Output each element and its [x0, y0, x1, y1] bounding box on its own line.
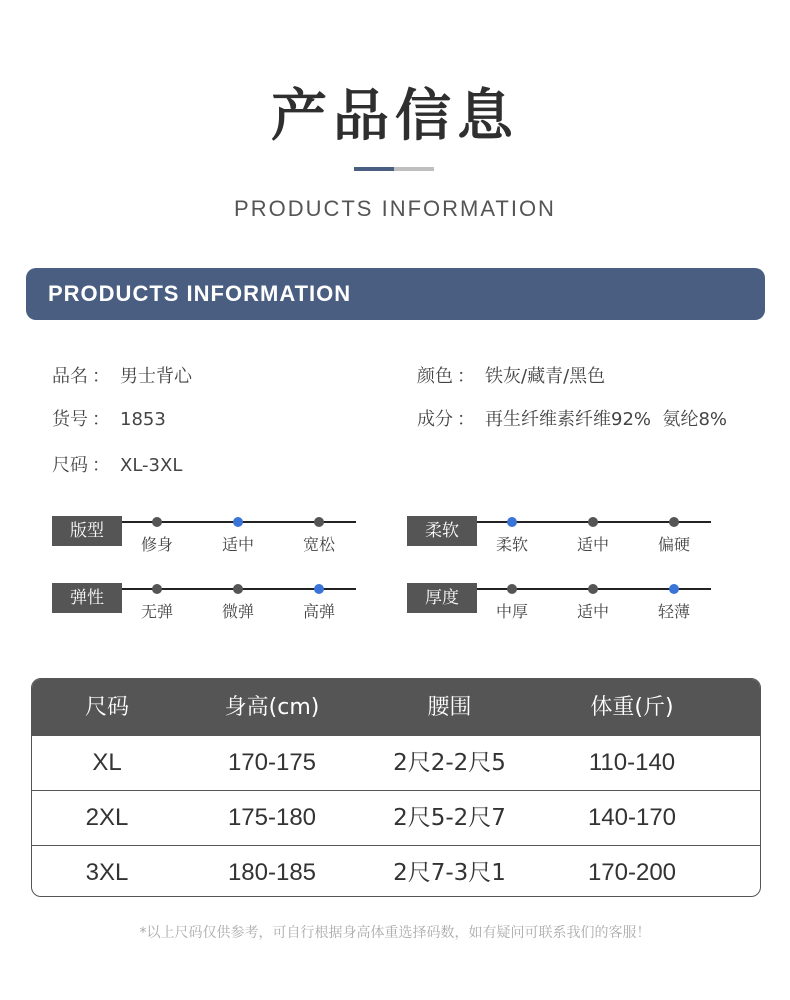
info-label: 成分 [417, 409, 453, 430]
rating-elasticity [52, 579, 362, 629]
rating-dot [588, 584, 598, 594]
info-item-name [52, 362, 192, 388]
info-item-sku [52, 405, 166, 431]
info-colon: ： [92, 409, 110, 430]
rating-dot [314, 517, 324, 527]
rating-dot [588, 517, 598, 527]
rating-dot-selected [233, 517, 243, 527]
rating-dot [507, 584, 517, 594]
rating-option: 中厚 [495, 602, 528, 621]
info-value: 铁灰/藏青/黑色 [485, 366, 606, 387]
table-cell: XL [92, 749, 122, 776]
info-value: 男士背心 [120, 366, 192, 387]
rating-dot [233, 584, 243, 594]
rating-dot-selected [314, 584, 324, 594]
info-value: 1853 [120, 409, 166, 430]
page-subtitle: PRODUCTS INFORMATION [234, 196, 556, 221]
table-cell: 170-200 [587, 859, 677, 886]
rating-option: 无弹 [140, 602, 173, 621]
info-item-color [417, 362, 605, 388]
table-cell: 170-175 [227, 749, 317, 776]
rating-option: 适中 [221, 535, 254, 554]
table-header-cell: 体重(斤) [590, 695, 674, 720]
table-cell: 110-140 [588, 749, 676, 776]
info-item-material [417, 405, 727, 431]
size-table [31, 678, 761, 897]
size-note: *以上尺码仅供参考，可自行根据身高体重选择码数，如有疑问可联系我们的客服！ [139, 925, 651, 941]
table-cell: 2XL [85, 804, 129, 831]
rating-label: 弹性 [52, 583, 122, 613]
title-underline-dark [354, 167, 394, 171]
table-header-cell: 腰围 [427, 695, 472, 720]
table-cell: 2尺7-3尺1 [393, 860, 506, 886]
rating-label: 版型 [52, 516, 122, 546]
rating-label: 柔软 [407, 516, 477, 546]
rating-option: 修身 [140, 535, 173, 554]
rating-dot [152, 517, 162, 527]
info-label: 颜色 [417, 366, 453, 387]
info-colon: ： [92, 455, 110, 476]
info-label: 品名 [52, 366, 88, 387]
title-underline-light [394, 167, 434, 171]
info-label: 货号 [52, 409, 88, 430]
info-colon: ： [457, 409, 475, 430]
rating-option: 适中 [576, 535, 609, 554]
rating-dot-selected [669, 584, 679, 594]
rating-thickness [407, 579, 717, 629]
rating-option: 宽松 [302, 535, 335, 554]
table-row [32, 846, 760, 897]
info-value: 再生纤维素纤维92% 氨纶8% [485, 409, 728, 430]
table-row [32, 791, 760, 846]
rating-option: 轻薄 [657, 602, 690, 621]
table-row [32, 736, 760, 791]
table-cell: 2尺5-2尺7 [393, 805, 506, 831]
table-header-cell: 身高(cm) [224, 695, 320, 720]
rating-dot-selected [507, 517, 517, 527]
rating-dot [152, 584, 162, 594]
rating-dot [669, 517, 679, 527]
table-cell: 2尺2-2尺5 [393, 750, 506, 776]
info-item-size [52, 451, 182, 477]
info-label: 尺码 [52, 455, 88, 476]
table-cell: 140-170 [587, 804, 677, 831]
rating-option: 微弹 [221, 602, 254, 621]
info-value: XL-3XL [120, 455, 183, 476]
table-header [32, 679, 760, 736]
table-cell: 180-185 [227, 859, 317, 886]
page-title: 产品信息 [271, 84, 519, 149]
rating-fit [52, 512, 362, 562]
rating-option: 柔软 [495, 535, 528, 554]
table-header-cell: 尺码 [84, 695, 129, 720]
table-cell: 175-180 [227, 804, 317, 831]
rating-option: 高弹 [302, 602, 335, 621]
rating-softness [407, 512, 717, 562]
rating-label: 厚度 [407, 583, 477, 613]
table-cell: 3XL [85, 859, 129, 886]
info-colon: ： [92, 366, 110, 387]
section-banner-text: PRODUCTS INFORMATION [48, 281, 352, 306]
rating-option: 适中 [576, 602, 609, 621]
rating-option: 偏硬 [657, 535, 690, 554]
info-colon: ： [457, 366, 475, 387]
